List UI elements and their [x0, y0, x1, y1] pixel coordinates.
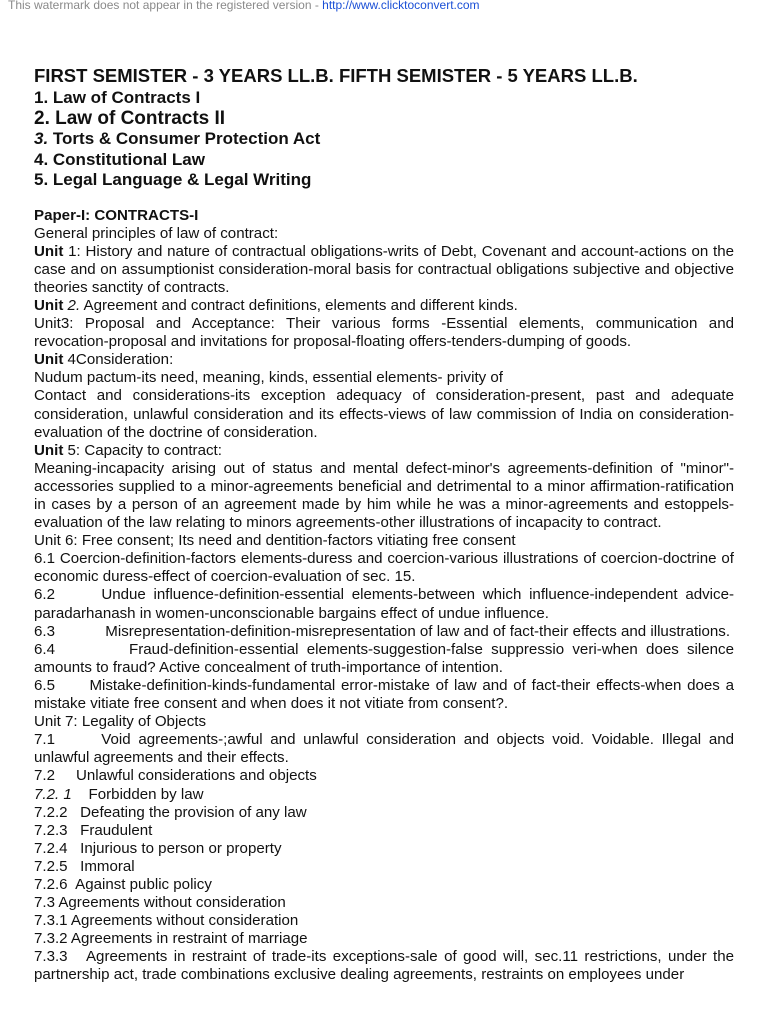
watermark-link[interactable]: http://www.clicktoconvert.com: [322, 0, 480, 12]
section-7-2-2: 7.2.2 Defeating the provision of any law: [34, 803, 307, 821]
unit-1-label: Unit: [34, 242, 64, 260]
section-7-3-3: 7.3.3 Agreements in restraint of trade-its exceptions-sale of good will, sec.11 restrictions, under the partnership act, trade combinations exclusive dealing agreements, restraints on employees under: [34, 948, 739, 984]
subject-3-label: Torts & Consumer Protection Act: [52, 129, 321, 148]
section-7-2: 7.2 Unlawful considerations and objects: [34, 767, 317, 785]
section-7-3-2: 7.3.2 Agreements in restraint of marriage: [34, 930, 308, 948]
section-6-5: 6.5 Mistake-definition-kinds-fundamental error-mistake of law and of fact-their effects-when does a mistake vitiate free consent and when does it not vitiate from consent?.: [34, 676, 739, 713]
unit-5-title: 5: Capacity to contract:: [63, 441, 222, 459]
section-6-2: 6.2 Undue influence-definition-essential elements-between which influence-independent advice-paradarhanash in women-unconscionable bargains effect of undue influence.: [34, 586, 734, 622]
paper-title: Paper-I: CONTRACTS-I: [34, 206, 199, 224]
unit-7: Unit 7: Legality of Objects: [34, 713, 206, 731]
unit-2-text: Agreement and contract definitions, elements and different kinds.: [80, 296, 518, 314]
watermark-notice: [8, 0, 480, 12]
subject-5: 5. Legal Language & Legal Writing: [34, 170, 312, 189]
section-7-2-1: [34, 786, 734, 804]
section-6-1: 6.1 Coercion-definition-factors elements-duress and coercion-various illustrations of coercion-doctrine of economic duress-effect of coercion-evaluation of sec. 15.: [34, 550, 739, 586]
watermark-text: This watermark does not appear in the registered version -: [8, 0, 323, 12]
section-7-2-5: 7.2.5 Immoral: [34, 857, 135, 875]
subject-1: 1. Law of Contracts I: [34, 88, 201, 107]
section-7-2-1-text: Forbidden by law: [71, 785, 204, 803]
document-body: [34, 64, 739, 985]
subject-4: 4. Constitutional Law: [34, 149, 205, 169]
section-7-2-1-number: 7.2. 1: [34, 785, 72, 803]
unit-4-text-b: Contact and considerations-its exception adequacy of consideration-present, past and adequate consideration, unlawful consideration and its effects-views of law commission of India on consideration-evaluation of the doctrine of consideration.: [34, 387, 734, 441]
unit-4-heading: [34, 351, 734, 369]
subject-3-number: 3.: [34, 129, 49, 148]
unit-1-text: : History and nature of contractual obligations-writs of Debt, Covenant and account-actions on the case and on assumptionist consideration-moral basis for contractual obligations subjective and objective theories sanctity of contracts.: [34, 242, 735, 296]
unit-2-number: 2.: [67, 296, 81, 314]
section-6-4: 6.4 Fraud-definition-essential elements-suggestion-false suppressio veri-when does silence amounts to fraud? Active concealment of truth-importance of intention.: [34, 640, 739, 676]
unit-4-label: Unit: [34, 351, 64, 369]
unit-1-number: 1: [63, 242, 77, 260]
document-heading: FIRST SEMISTER - 3 YEARS LL.B. FIFTH SEMISTER - 5 YEARS LL.B.: [34, 65, 638, 86]
section-7-1: 7.1 Void agreements-;awful and unlawful consideration and objects void. Voidable. Illegal and unlawful agreements and their effects.: [34, 731, 739, 767]
subject-3: [34, 129, 734, 150]
unit-2-label: Unit: [34, 296, 64, 314]
section-6-3: 6.3 Misrepresentation-definition-misrepresentation of law and of fact-their effects and illustrations.: [34, 622, 731, 640]
section-7-2-4: 7.2.4 Injurious to person or property: [34, 839, 282, 857]
unit-4-title: 4Consideration:: [63, 351, 174, 369]
unit-4-text-a: Nudum pactum-its need, meaning, kinds, essential elements- privity of: [34, 369, 503, 387]
general-principles: General principles of law of contract:: [34, 224, 279, 242]
unit-5-text: Meaning-incapacity arising out of status and mental defect-minor's agreements-definition of "minor"-accessories supplied to a minor-agreements beneficial and detrimental to a minor affirmation-ratification in cases by a person of an agreement made by him while he was a minor-agreements and estoppels-evaluation of the law relating to minors agreements-other illustrations of incapacity to contract.: [34, 459, 734, 532]
section-7-2-6: 7.2.6 Against public policy: [34, 875, 212, 893]
unit-1: [34, 243, 734, 297]
unit-6: Unit 6: Free consent; Its need and dentition-factors vitiating free consent: [34, 532, 516, 550]
section-7-3-1: 7.3.1 Agreements without consideration: [34, 912, 299, 930]
unit-2: [34, 297, 734, 315]
unit-5-heading: [34, 442, 734, 460]
section-7-3: 7.3 Agreements without consideration: [34, 894, 286, 912]
subject-2: 2. Law of Contracts II: [34, 107, 226, 129]
unit-5-label: Unit: [34, 441, 64, 459]
section-7-2-3: 7.2.3 Fraudulent: [34, 821, 153, 839]
unit-3: Unit3: Proposal and Acceptance: Their various forms -Essential elements, communication and revocation-proposal and invitations for proposal-floating offers-tenders-dumping of goods.: [34, 315, 734, 351]
